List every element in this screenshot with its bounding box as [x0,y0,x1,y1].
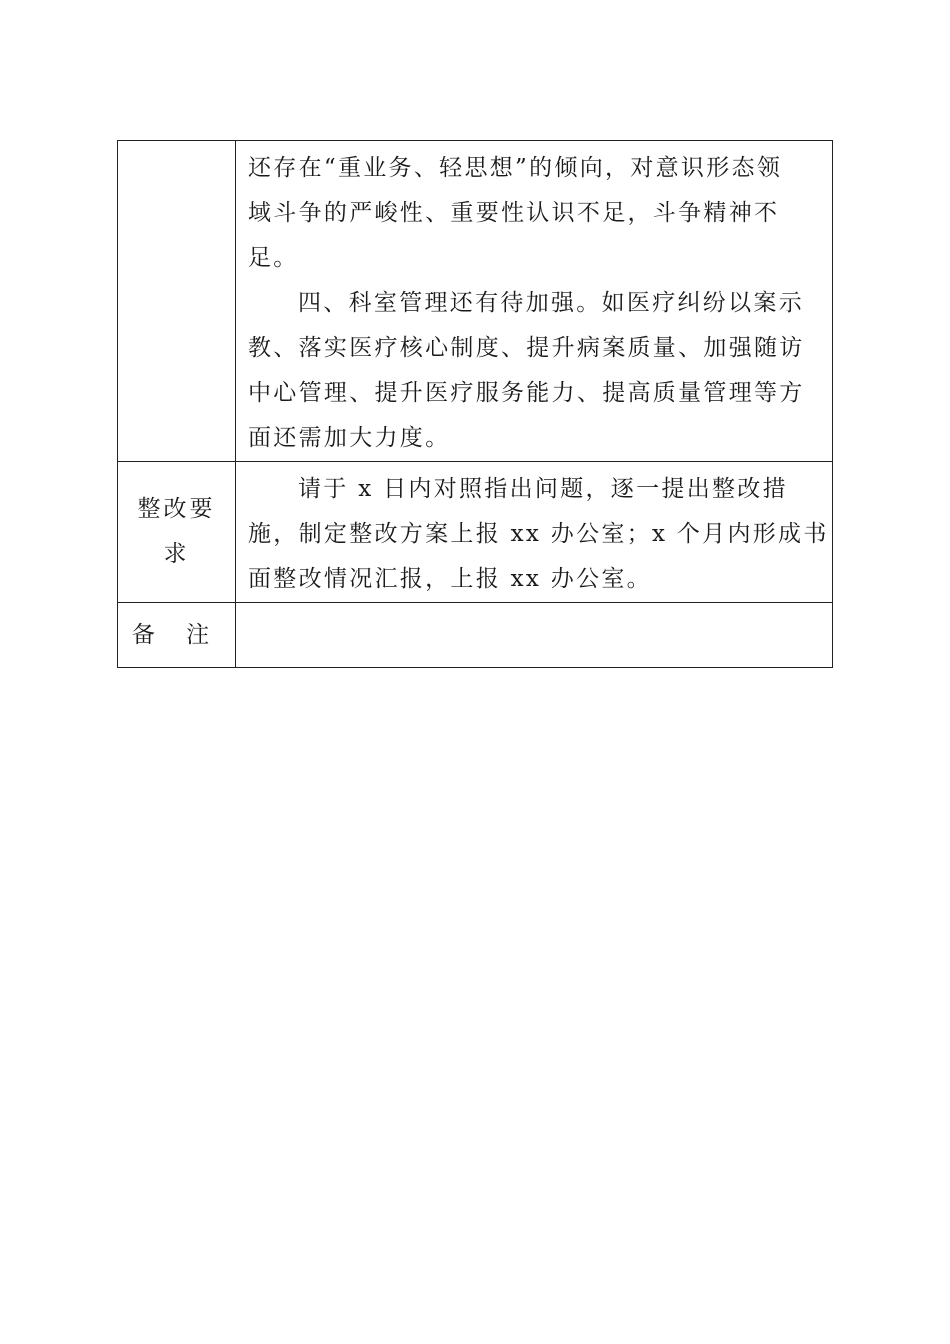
remarks-label: 备 注 [118,603,236,668]
issue-content-cell [236,141,833,462]
text-line: 四、科室管理还有待加强。如医疗纠纷以案示 [298,290,804,316]
label-line: 整改要 [137,496,216,522]
rectification-requirements-content [236,462,833,603]
table-row [118,141,833,462]
rectification-requirements-label [118,462,236,603]
text-line: 足。 [248,245,299,271]
table-row [118,462,833,603]
text-line: 中心管理、提升医疗服务能力、提高质量管理等方 [248,380,805,406]
table-row [118,603,833,668]
text-line: 面还需加大力度。 [248,425,451,451]
label-line: 求 [163,541,190,567]
text-line: 教、落实医疗核心制度、提升病案质量、加强随访 [248,335,805,361]
text-line: 施，制定整改方案上报 xx 办公室；x 个月内形成书 [248,521,829,547]
row-label-empty [118,141,236,462]
issue-paragraph-four [248,281,818,461]
issue-paragraph-continued [248,146,818,281]
text-line: 域斗争的严峻性、重要性认识不足，斗争精神不 [248,200,780,226]
document-table [117,140,833,668]
remarks-content [236,603,833,668]
text-line: 面整改情况汇报，上报 xx 办公室。 [248,566,652,592]
text-line: 请于 x 日内对照指出问题，逐一提出整改措 [298,476,788,502]
text-line: 还存在“重业务、轻思想”的倾向，对意识形态领 [248,155,783,181]
